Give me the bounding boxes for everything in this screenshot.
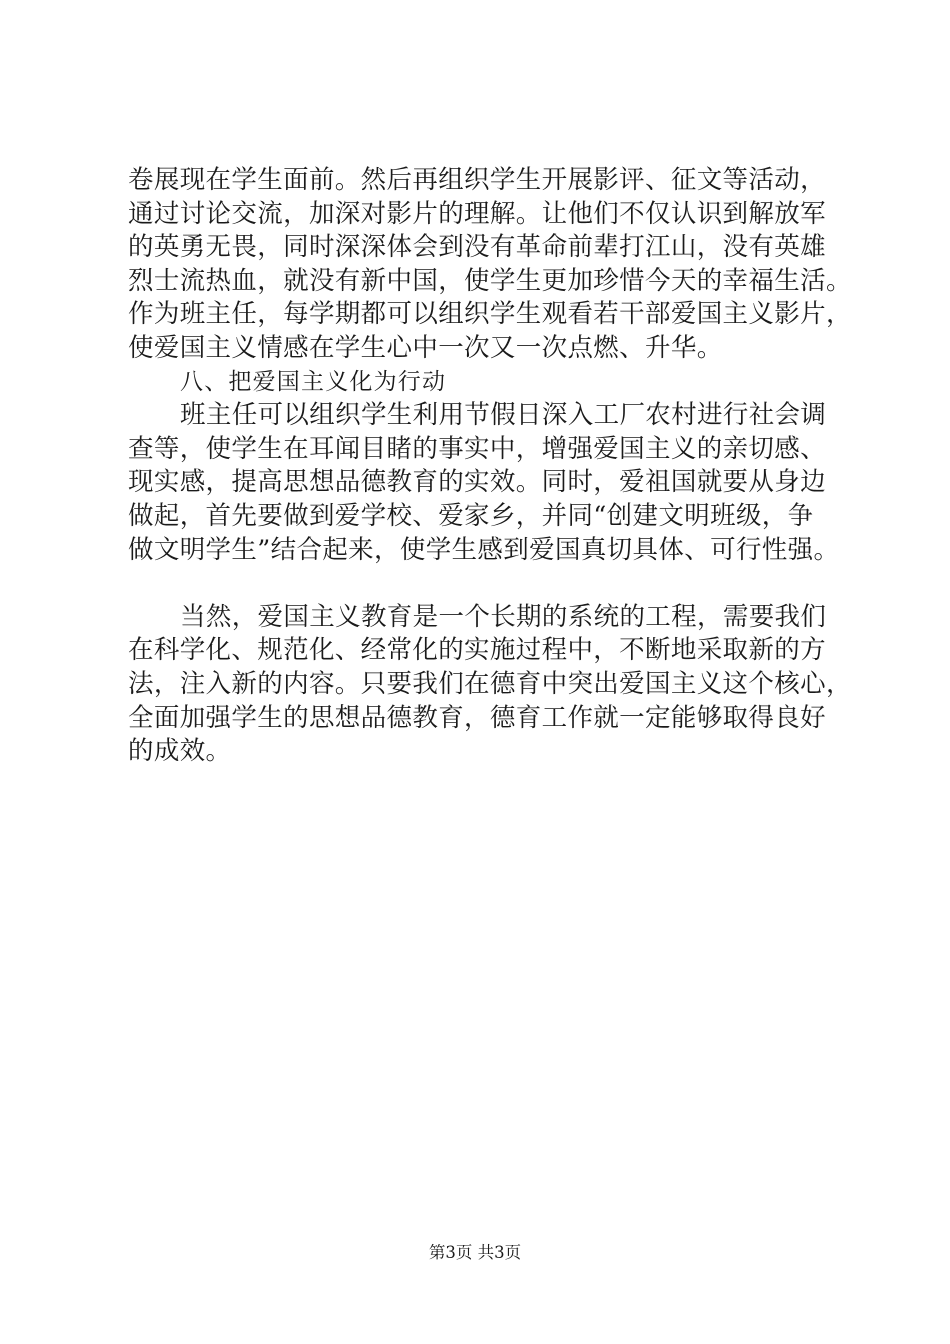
text-line: 通过讨论交流，加深对影片的理解。让他们不仅认识到解放军 xyxy=(128,198,826,229)
paragraph-patriotic-films xyxy=(128,164,858,366)
paragraph-conclusion xyxy=(128,601,858,769)
section-heading: 八、把爱国主义化为行动 xyxy=(180,368,447,395)
text-line: 查等，使学生在耳闻目睹的事实中，增强爱国主义的亲切感、 xyxy=(128,433,826,464)
text-line: 做起，首先要做到爱学校、爱家乡，并同“创建文明班级，争 xyxy=(128,500,814,531)
document-body xyxy=(128,164,858,769)
paragraph-action xyxy=(128,399,858,567)
text-line: 使爱国主义情感在学生心中一次又一次点燃、升华。 xyxy=(128,332,723,363)
text-line: 在科学化、规范化、经常化的实施过程中，不断地采取新的方 xyxy=(128,635,826,666)
paragraph-spacer xyxy=(128,567,858,601)
text-line: 班主任可以组织学生利用节假日深入工厂农村进行社会调 xyxy=(180,400,827,431)
text-line: 的英勇无畏，同时深深体会到没有革命前辈打江山，没有英雄 xyxy=(128,232,826,263)
text-line: 当然，爱国主义教育是一个长期的系统的工程，需要我们 xyxy=(180,601,827,632)
text-line: 的成效。 xyxy=(128,736,232,767)
text-line: 现实感，提高思想品德教育的实效。同时，爱祖国就要从身边 xyxy=(128,467,826,498)
text-line: 做文明学生”结合起来，使学生感到爱国真切具体、可行性强。 xyxy=(128,534,840,565)
text-line: 卷展现在学生面前。然后再组织学生开展影评、征文等活动， xyxy=(128,165,826,195)
page-number-footer: 第3页 共3页 xyxy=(428,1243,522,1262)
text-line: 法，注入新的内容。只要我们在德育中突出爱国主义这个核心， xyxy=(128,668,852,699)
text-line: 烈士流热血，就没有新中国，使学生更加珍惜今天的幸福生活。 xyxy=(128,265,852,296)
text-line: 全面加强学生的思想品德教育，德育工作就一定能够取得良好 xyxy=(128,702,826,733)
text-line: 作为班主任，每学期都可以组织学生观看若干部爱国主义影片， xyxy=(128,299,852,330)
